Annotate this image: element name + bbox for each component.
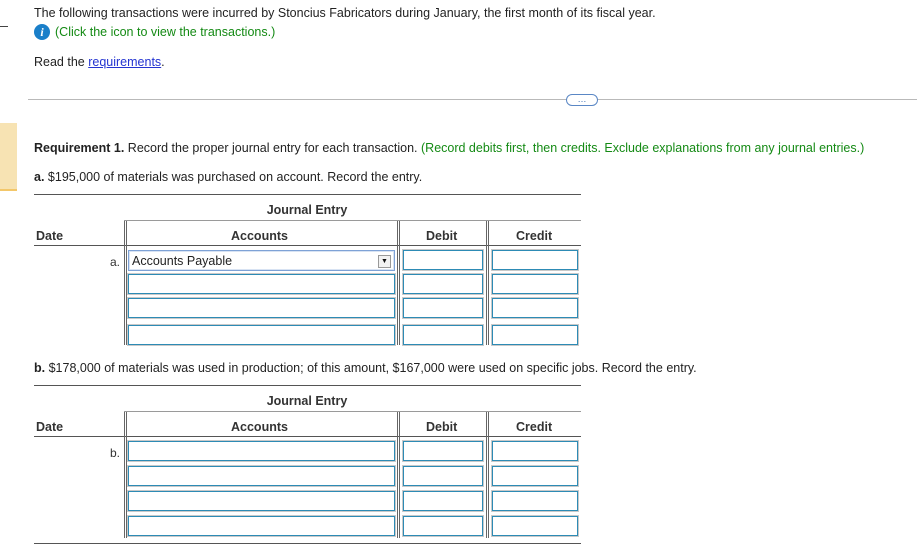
requirement-label: Requirement 1.	[34, 141, 125, 155]
left-dash	[0, 26, 8, 27]
debit-input-a1[interactable]	[403, 250, 483, 270]
credit-input-a2[interactable]	[492, 274, 578, 294]
read-requirements	[34, 55, 165, 69]
part-b-text: $178,000 of materials was used in production; of this amount, $167,000 were used on specific jobs. Record the entry.	[45, 361, 697, 375]
journal-a-col-sep	[126, 221, 127, 345]
journal-b-col-sep	[488, 412, 489, 538]
part-a-prompt	[34, 170, 422, 184]
credit-input-a3[interactable]	[492, 298, 578, 318]
debit-input-a4[interactable]	[403, 325, 483, 345]
intro-text: The following transactions were incurred by Stoncius Fabricators during January, the first month of its fiscal year.	[34, 6, 656, 20]
journal-a-col-sep	[486, 221, 487, 345]
dropdown-arrow-icon[interactable]: ▼	[378, 255, 391, 268]
journal-b-col-sep	[486, 412, 487, 538]
read-prefix: Read the	[34, 55, 89, 69]
journal-b-header-rule	[34, 436, 581, 437]
journal-b-credit-header: Credit	[516, 420, 553, 434]
account-input-b2[interactable]	[128, 466, 395, 486]
part-a-label: a.	[34, 170, 45, 184]
debit-input-b1[interactable]	[403, 441, 483, 461]
journal-a-debit-header: Debit	[426, 229, 458, 243]
debit-input-b3[interactable]	[403, 491, 483, 511]
journal-a-credit-header: Credit	[516, 229, 553, 243]
part-b-prompt	[34, 361, 697, 375]
journal-b-col-sep	[126, 412, 127, 538]
selected-account: Accounts Payable	[132, 253, 233, 268]
section-divider	[28, 99, 917, 100]
question-marker	[0, 123, 17, 189]
debit-input-a2[interactable]	[403, 274, 483, 294]
info-icon[interactable]: i	[34, 24, 50, 40]
credit-input-a1[interactable]	[492, 250, 578, 270]
debit-input-a3[interactable]	[403, 298, 483, 318]
part-a-text: $195,000 of materials was purchased on account. Record the entry.	[44, 170, 423, 184]
journal-b-debit-header: Debit	[426, 420, 458, 434]
journal-a-col-sep	[488, 221, 489, 345]
journal-b-title-rule	[124, 411, 581, 412]
account-input-a3[interactable]	[128, 298, 395, 318]
requirements-link[interactable]: requirements	[88, 55, 162, 69]
journal-b-col-sep	[124, 412, 125, 538]
debit-input-b2[interactable]	[403, 466, 483, 486]
journal-a-top-rule	[34, 194, 581, 195]
account-input-b4[interactable]	[128, 516, 395, 536]
journal-a-col-sep	[397, 221, 398, 345]
view-transactions-link[interactable]: (Click the icon to view the transactions.)	[55, 25, 276, 39]
requirement-text: Record the proper journal entry for each transaction.	[124, 141, 421, 155]
journal-b-col-sep	[399, 412, 400, 538]
journal-a-title: Journal Entry	[266, 203, 348, 217]
account-input-b1[interactable]	[128, 441, 395, 461]
journal-b-title: Journal Entry	[266, 394, 348, 408]
account-input-a4[interactable]	[128, 325, 395, 345]
journal-a-col-sep	[124, 221, 125, 345]
journal-b-date-header: Date	[36, 420, 64, 434]
question-marker-edge	[0, 189, 17, 191]
account-input-b3[interactable]	[128, 491, 395, 511]
journal-a-date-header: Date	[36, 229, 64, 243]
debit-input-b4[interactable]	[403, 516, 483, 536]
journal-b-top-rule	[34, 385, 581, 386]
account-select-a1[interactable]	[128, 250, 395, 271]
journal-a-row-label: a.	[110, 255, 121, 269]
account-input-a2[interactable]	[128, 274, 395, 294]
expand-button[interactable]: …	[566, 94, 598, 106]
journal-a-accounts-header: Accounts	[231, 229, 288, 243]
info-row[interactable]	[34, 24, 275, 40]
read-suffix: .	[161, 55, 165, 69]
credit-input-b3[interactable]	[492, 491, 578, 511]
part-b-label: b.	[34, 361, 46, 375]
journal-b-row-label: b.	[110, 446, 121, 460]
requirement-1	[34, 141, 864, 155]
journal-b-bottom-rule	[34, 543, 581, 544]
credit-input-b1[interactable]	[492, 441, 578, 461]
journal-b-col-sep	[397, 412, 398, 538]
credit-input-a4[interactable]	[492, 325, 578, 345]
journal-a-title-rule	[124, 220, 581, 221]
journal-a-header-rule	[34, 245, 581, 246]
requirement-instruction: (Record debits first, then credits. Exclude explanations from any journal entries.)	[421, 141, 865, 155]
credit-input-b2[interactable]	[492, 466, 578, 486]
credit-input-b4[interactable]	[492, 516, 578, 536]
journal-a-col-sep	[399, 221, 400, 345]
journal-b-accounts-header: Accounts	[231, 420, 288, 434]
